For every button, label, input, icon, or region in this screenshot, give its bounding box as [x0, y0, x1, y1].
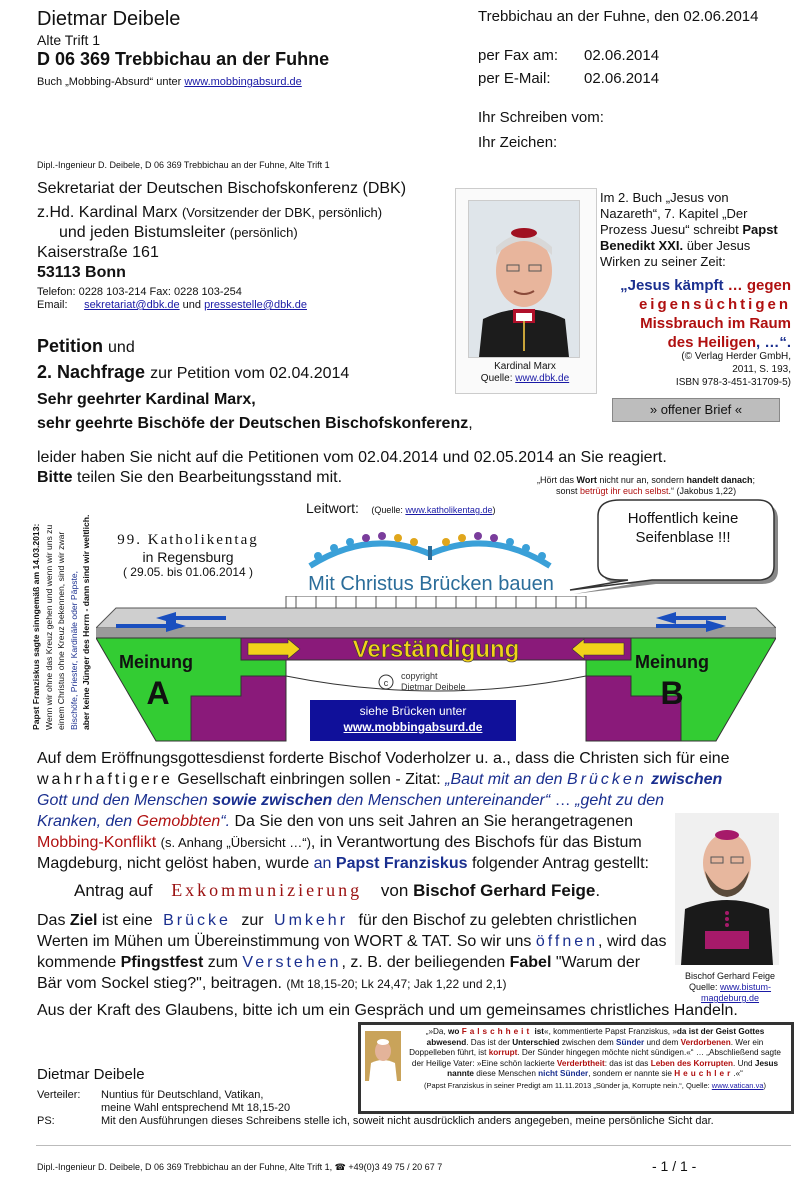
p2-fabel: Fabel — [509, 954, 552, 971]
side-line-5: aber keine Jünger des Herrn - dann sind wir weltlich. — [81, 514, 91, 730]
katholikentag-logo — [300, 516, 562, 596]
letter-b: B — [660, 675, 684, 711]
p1-d: , in Verantwortung des Bischofs für das Bistum Magdeburg, nicht gelöst haben, wurde — [37, 834, 642, 872]
recipient-street: Kaiserstraße 161 — [37, 244, 159, 261]
cite-line-3: ISBN 978-3-451-31709-5) — [675, 377, 791, 388]
fb-l1e: zwischen dem — [561, 1037, 614, 1047]
leitwort-source-link[interactable]: www.katholikentag.de — [405, 505, 493, 515]
email-row — [478, 70, 759, 87]
feige-source-label: Quelle: — [688, 982, 718, 992]
subject-and: und — [108, 339, 135, 356]
label-meinung-b: Meinung — [635, 652, 709, 672]
p2-refs: (Mt 18,15-20; Lk 24,47; Jak 1,22 und 2,1) — [286, 977, 507, 991]
fb-l2b: . Der Sünder hingegen möchte nicht sündigen.«“ — [517, 1048, 694, 1057]
side-line-4: Bischöfe, Priester, Kardinäle oder Päpste, — [68, 570, 79, 730]
p1-dots: … — [554, 792, 571, 809]
quote-part-1: „Jesus kämpft — [620, 277, 724, 294]
salutation-line-1: Sehr geehrter Kardinal Marx, — [37, 391, 256, 408]
ps-label: PS: — [37, 1115, 55, 1127]
feige-caption — [665, 971, 795, 1004]
antrag-bischof: Bischof Gerhard Feige — [413, 881, 596, 900]
p1-quote-6: “. — [220, 813, 231, 830]
verteiler — [37, 1089, 714, 1128]
p1-mobbing: Mobbing-Konflikt — [37, 834, 157, 851]
marx-source-link[interactable]: www.dbk.de — [515, 373, 570, 384]
p1-b: Gesellschaft einbringen sollen - Zitat: — [177, 771, 441, 788]
side-quote-franziskus — [30, 490, 94, 730]
fb-cite: (Papst Franziskus in seiner Predigt am 11.11.2013 „Sünder ja, Korrupte nein.“, Quelle: — [424, 1080, 710, 1090]
p2-bruecke: Brücke — [163, 912, 231, 929]
p1-quote-4: „geht zu den Kranken, — [37, 792, 665, 830]
fb-l4: . Und — [733, 1058, 753, 1068]
antrag-dot: . — [595, 881, 601, 900]
subject-nachfrage: 2. Nachfrage — [37, 362, 146, 382]
p1-quote-5: den — [105, 813, 133, 830]
jakobus-a: „Hört das — [537, 475, 575, 485]
marx-source-label: Quelle: — [480, 373, 513, 384]
quote-part-4b: , …“. — [755, 334, 791, 351]
book-prefix: Buch „Mobbing-Absurd“ unter — [37, 76, 182, 88]
p2-d: für den Bischof zu gelebten christlichen Werten im Mühen um Übereinstimmung von WORT & TAT. So wir uns — [37, 912, 637, 950]
open-letter-badge — [612, 398, 780, 422]
fb-verdorbenen: Verdorbenen — [680, 1037, 731, 1047]
recipient-email — [37, 299, 447, 311]
feige-caption-name: Bischof Gerhard Feige — [684, 971, 776, 981]
intro-line-2: teilen Sie den Bearbeitungsstand mit. — [77, 469, 343, 486]
benedikt-quote — [600, 190, 790, 270]
antrag-von: von — [380, 881, 409, 900]
page-number: - 1 / 1 - — [652, 1158, 697, 1174]
attn-name: z.Hd. Kardinal Marx — [37, 204, 178, 221]
subject-rest: zur Petition vom 02.04.2014 — [150, 365, 350, 382]
also-note: (persönlich) — [229, 225, 298, 240]
sender-name: Dietmar Deibele — [37, 8, 181, 30]
p2-a: Das — [37, 912, 66, 929]
quote-part-4: des Heiligen — [667, 334, 756, 351]
label-meinung-a: Meinung — [119, 652, 193, 672]
kt-dates: ( 29.05. bis 01.06.2014 ) — [122, 565, 254, 579]
fb-jesus: Jesus nannte — [447, 1058, 779, 1078]
antrag-exkommunizierung: Exkommunizierung — [171, 880, 363, 900]
fb-wo: wo — [448, 1027, 460, 1036]
fb-cite-end: ) — [763, 1080, 766, 1090]
recipient-org: Sekretariat der Deutschen Bischofskonferenz (DBK) — [37, 180, 407, 197]
ps-text: Mit den Ausführungen dieses Schreibens stelle ich, soweit nicht ausdrücklich anders angegeben, meine persönliche Sicht dar. — [101, 1115, 714, 1127]
logo-motto: Mit Christus Brücken bauen — [308, 573, 554, 595]
fb-l5b: .«“ — [733, 1069, 743, 1078]
fb-verderbtheit: Verderbtheit — [556, 1058, 605, 1068]
p2-pfingstfest: Pfingstfest — [120, 954, 204, 971]
copyright-label: copyright — [401, 671, 438, 681]
your-letter: Ihr Schreiben vom: — [478, 109, 604, 126]
fax-row — [478, 47, 759, 64]
quote-part-3: Missbrauch im Raum — [640, 315, 791, 332]
verteiler-label: Verteiler: — [37, 1089, 81, 1101]
antrag-line — [74, 880, 600, 901]
p2-f: zum — [207, 954, 238, 971]
see-link[interactable]: www.mobbingabsurd.de — [343, 720, 483, 734]
jakobus-wort: Wort — [576, 475, 597, 485]
fax-date: 02.06.2014 — [584, 47, 660, 64]
fb-leben: Leben des Korrupten — [650, 1058, 734, 1068]
fb-suender: Sünder — [616, 1037, 645, 1047]
fb-korrupt: korrupt — [488, 1048, 518, 1057]
fb-ist: ist — [534, 1027, 545, 1036]
p2-b: ist eine — [101, 912, 153, 929]
p1-e: folgender Antrag gestellt: — [471, 855, 649, 872]
fb-l1f: und dem — [646, 1037, 679, 1047]
marx-caption — [455, 361, 595, 385]
p1-wahrhaftigere: wahrhaftigere — [37, 771, 173, 788]
recipient-phone: Telefon: 0228 103-214 Fax: 0228 103-254 — [37, 286, 242, 298]
return-address: Dipl.-Ingenieur D. Deibele, D 06 369 Trebbichau an der Fuhne, Alte Trift 1 — [37, 160, 330, 170]
p2-e: , wird das kommende — [37, 933, 667, 971]
p1-a: Auf dem Eröffnungsgottesdienst forderte Bischof Voderholzer u. a., dass die Christen sich für eine — [37, 750, 730, 767]
email-label: per E-Mail: — [478, 70, 551, 87]
email-and: und — [182, 299, 202, 311]
p2-verstehen: Verstehen — [242, 954, 342, 971]
cite-line-1: (© Verlag Herder GmbH, — [681, 351, 791, 362]
quote-part-2: eigensüchtigen — [638, 296, 791, 313]
portrait-feige-drawing — [675, 813, 779, 965]
p1-c: Da Sie den von uns seit Jahren an Sie herangetragenen — [234, 813, 633, 830]
benedikt-quote-text — [600, 276, 791, 352]
p2-g: , z. B. der beiliegenden — [341, 954, 506, 971]
sender-city: D 06 369 Trebbichau an der Fuhne — [37, 49, 330, 69]
footer-address: Dipl.-Ingenieur D. Deibele, D 06 369 Trebbichau an der Fuhne, Alte Trift 1, ☎ +49(0)3 49 75 / 20 67 7 — [37, 1162, 443, 1172]
portrait-franziskus-drawing — [365, 1031, 401, 1081]
recipient-city: 53113 Bonn — [37, 264, 126, 281]
verteiler-2: meine Wahl entsprechend Mt 18,15-20 — [101, 1102, 291, 1114]
bubble-text: Hoffentlich keine Seifenblase !!! — [627, 510, 739, 546]
marx-source — [455, 373, 595, 385]
salutation-comma: , — [468, 415, 473, 432]
email-date: 02.06.2014 — [584, 70, 660, 87]
franziskus-quote — [405, 1027, 785, 1091]
salutation — [37, 388, 473, 436]
also-text: und jeden Bistumsleiter — [59, 224, 226, 241]
portrait-marx — [468, 200, 580, 358]
letter-a: A — [146, 675, 170, 711]
quote-part-1b: … gegen — [727, 277, 791, 294]
fb-l2: . Wer ein Doppelleben führt, ist — [409, 1037, 764, 1057]
fb-l1b: «, kommentierte Papst Franziskus, » — [544, 1027, 677, 1036]
sender-block — [37, 8, 329, 88]
email-link-secretariat[interactable]: sekretariat@dbk.de — [84, 299, 180, 311]
leitwort-label: Leitwort: — [306, 500, 359, 516]
fb-l1c: da ist der Geist Gottes abwesend — [426, 1027, 765, 1047]
jakobus-handelt: handelt danach — [686, 475, 753, 485]
marx-caption-name: Kardinal Marx — [494, 361, 556, 372]
antrag-label: Antrag auf — [74, 881, 153, 900]
signature-name: Dietmar Deibele — [37, 1066, 145, 1083]
footer-divider — [36, 1145, 791, 1146]
subject — [37, 334, 349, 386]
recipient-attn — [37, 204, 447, 222]
p2-oeffnen: öffnen — [535, 933, 599, 950]
bridge-center-label: Verständigung — [352, 636, 520, 663]
open-letter-text: » offener Brief « — [649, 402, 743, 417]
jakobus-c: ; — [752, 475, 755, 485]
jakobus-d: sonst — [555, 486, 578, 496]
jakobus-b: nicht nur an, sondern — [599, 475, 684, 485]
p2-umkehr: Umkehr — [274, 912, 349, 929]
fb-l1a: „»Da, — [425, 1027, 446, 1036]
jakobus-e: .“ (Jakobus 1,22) — [668, 486, 737, 496]
side-line-3: einem Christus ohne Kreuz bekennen, sind wir zwar — [56, 531, 66, 730]
p1-sowie: sowie zwischen — [212, 792, 333, 809]
intro-line-1: leider haben Sie nicht auf die Petitionen vom 02.04.2014 und 02.05.2014 an Sie reagiert. — [37, 449, 667, 466]
p2-ziel: Ziel — [69, 912, 98, 929]
p1-zwischen: zwischen — [651, 771, 723, 788]
leitwort-source-label: (Quelle: — [371, 505, 403, 515]
fb-l1d: . Das ist der — [466, 1037, 510, 1047]
fb-cite-link[interactable]: www.vatican.va — [711, 1080, 764, 1090]
book-line — [37, 76, 329, 88]
fb-l3b: : das ist das — [604, 1058, 649, 1068]
your-ref: Ihr Zeichen: — [478, 134, 558, 151]
benedikt-intro: Im 2. Buch „Jesus von Nazareth“, 7. Kapitel „Der Prozess Juesu“ schreibt — [600, 190, 748, 237]
date-block — [478, 8, 759, 151]
jakobus-betruegt: betrügt ihr euch selbst — [579, 486, 669, 496]
p1-quote-1: „Baut mit an den — [445, 771, 563, 788]
recipient-block — [37, 180, 447, 311]
body-paragraph-1 — [37, 748, 775, 790]
kt-place: in Regensburg — [142, 549, 234, 565]
subject-petition: Petition — [37, 336, 103, 356]
p1-an: an — [313, 855, 332, 872]
leitwort-source — [371, 505, 495, 515]
fb-nicht: nicht Sünder — [538, 1069, 589, 1078]
benedikt-intro-end: über Jesus Wirken zu seiner Zeit: — [600, 238, 751, 269]
fb-l4b: diese Menschen — [476, 1069, 536, 1078]
fb-falschheit: Falschheit — [461, 1027, 533, 1036]
body-paragraph-2 — [37, 910, 669, 995]
verteiler-1: Nuntius für Deutschland, Vatikan, — [101, 1089, 264, 1101]
body-paragraph-1b — [37, 790, 677, 874]
portrait-marx-drawing — [469, 201, 579, 357]
benedikt-author: Papst Benedikt XXI. — [600, 222, 778, 253]
see-text: siehe Brücken unter — [359, 704, 467, 718]
leitwort-source-end: ) — [492, 505, 496, 515]
recipient-also — [59, 224, 447, 242]
logo-figures — [310, 532, 550, 566]
p2-h: "Warum der Bär vom Sockel stieg?", beitragen. — [37, 954, 641, 992]
svg-text:c: c — [383, 678, 389, 688]
p1-bruecken: Brücken — [566, 771, 647, 788]
p1-quote-3: den Menschen untereinander“ — [336, 792, 551, 809]
salutation-line-2: sehr geehrte Bischöfe der Deutschen Bischofskonferenz — [37, 415, 469, 432]
portrait-franziskus — [365, 1031, 401, 1081]
sender-street: Alte Trift 1 — [37, 32, 101, 48]
p1-papst: Papst Franziskus — [335, 855, 468, 872]
intro-bitte: Bitte — [37, 469, 73, 486]
p1-quote-2: Gott und den Menschen — [37, 792, 208, 809]
fax-label: per Fax am: — [478, 47, 559, 64]
fb-heuchler: Heuchler — [674, 1069, 734, 1078]
see-bruecken-box — [310, 700, 516, 741]
side-line-2: Wenn wir ohne das Kreuz gehen und wenn wir uns zu — [43, 524, 54, 730]
body-paragraph-3: Aus der Kraft des Glaubens, bitte ich um ein Gespräch und um gemeinsames christliches Handeln. — [37, 1002, 738, 1019]
fb-unterschied: Unterschied — [512, 1037, 560, 1047]
email-label: Email: — [37, 299, 68, 311]
attn-note: (Vorsitzender der DBK, persönlich) — [181, 205, 383, 220]
p1-gemobbten: Gemobbten — [136, 813, 221, 830]
place-date: Trebbichau an der Fuhne, den 02.06.2014 — [478, 8, 759, 25]
benedikt-citation — [600, 350, 791, 389]
book-link[interactable]: www.mobbingabsurd.de — [184, 76, 302, 88]
email-link-press[interactable]: pressestelle@dbk.de — [204, 299, 307, 311]
feige-source — [665, 982, 795, 1004]
p1-anhang: (s. Anhang „Übersicht …“) — [160, 835, 311, 850]
copyright-name: Dietmar Deibele — [401, 682, 466, 692]
portrait-feige — [675, 813, 779, 965]
p2-c: zur — [241, 912, 264, 929]
side-line-1: Papst Franziskus sagte sinngemäß am 14.03.2013: — [31, 523, 41, 730]
fb-l5: , sondern er nannte sie — [588, 1069, 672, 1078]
cite-line-2: 2011, S. 193, — [732, 364, 791, 375]
feige-source-link[interactable]: www.bistum-magdeburg.de — [700, 982, 772, 1003]
fb-l3: … „Abschließend sagte der Heilige Vater: »Eine schön lackierte — [411, 1048, 781, 1068]
kt-title: 99. Katholikentag — [117, 532, 259, 548]
katholikentag-info — [100, 532, 276, 579]
